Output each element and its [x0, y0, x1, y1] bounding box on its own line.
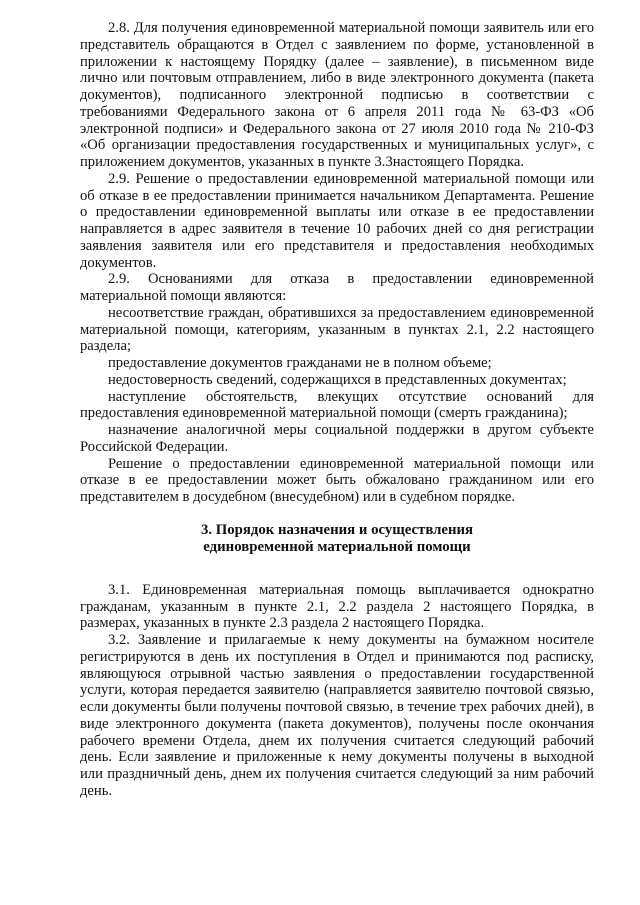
paragraph-3-2: 3.2. Заявление и прилагаемые к нему документы на бумажном носителе регистрируются в день их поступления в Отдел и принимаются под расписку, являющуюся отрывной частью заявления о предоставлении государственной услуги, которая передается заявителю (направляется заявителю почтовой связью, если документы были получены почтовой связью, в течение трех рабочих дней), в виде электронного документа (пакета документов), получены после окончания рабочего времени Отдела, днем их получения считается следующий рабочий день. Если заявление и приложенные к нему документы получены в выходной или праздничный день, днем их получения считается следующий за ним рабочий день.: [80, 632, 594, 799]
paragraph-3-1: 3.1. Единовременная материальная помощь выплачивается однократно гражданам, указанным в пункте 2.1, 2.2 раздела 2 настоящего Порядка, в размерах, указанных в пункте 2.3 раздела 2 настоящего Порядка.: [80, 581, 594, 632]
paragraph-2-8: 2.8. Для получения единовременной материальной помощи заявитель или его представитель обращаются в Отдел с заявлением по форме, установленной в приложении к настоящему Порядку (далее – заявление), в письменном виде лично или почтовым отправлением, либо в виде электронного документа (пакета документов), подписанного электронной подписью в соответствии с требованиями Федерального закона от 6 апреля 2011 года № 63-ФЗ «Об электронной подписи» и Федерального закона от 27 июля 2010 года № 210-ФЗ «Об организации предоставления государственных и муниципальных услуг», с приложением документов, указанных в пункте 3.3настоящего Порядка.: [80, 20, 594, 170]
ground-item-mismatch: несоответствие граждан, обратившихся за предоставлением единовременной материальной помощи, категориям, указанным в пунктах 2.1, 2.2 настоящего раздела;: [80, 304, 594, 355]
spacer: [80, 506, 594, 522]
ground-item-circumstances: наступление обстоятельств, влекущих отсутствие оснований для предоставления единовременной материальной помощи (смерть гражданина);: [80, 388, 594, 422]
section-heading-line-1: 3. Порядок назначения и осуществления: [200, 521, 474, 538]
ground-item-similar-measure: назначение аналогичной меры социальной поддержки в другом субъекте Российской Федерации.: [80, 422, 594, 455]
ground-item-unreliable: недостоверность сведений, содержащихся в представленных документах;: [108, 371, 567, 388]
ground-item-incomplete: предоставление документов гражданами не в полном объеме;: [108, 355, 492, 371]
paragraph-2-9-grounds: 2.9. Основаниями для отказа в предоставлении единовременной материальной помощи являются:: [80, 271, 594, 304]
document-page: [80, 20, 594, 800]
paragraph-appeal: Решение о предоставлении единовременной материальной помощи или отказе в ее предоставлении может быть обжаловано гражданином или его представителем в досудебном (внесудебном) или в судебном порядке.: [80, 455, 594, 505]
spacer: [80, 556, 594, 582]
section-heading-line-2: единовременной материальной помощи: [203, 538, 471, 555]
paragraph-2-9-decision: 2.9. Решение о предоставлении единовременной материальной помощи или об отказе в ее предоставлении принимается начальником Департамента. Решение о предоставлении единовременной выплаты или отказе в ее предоставлении направляется в адрес заявителя в течение 10 рабочих дней со дня регистрации заявления заявителя или его представителя и предоставления необходимых документов.: [80, 170, 594, 271]
